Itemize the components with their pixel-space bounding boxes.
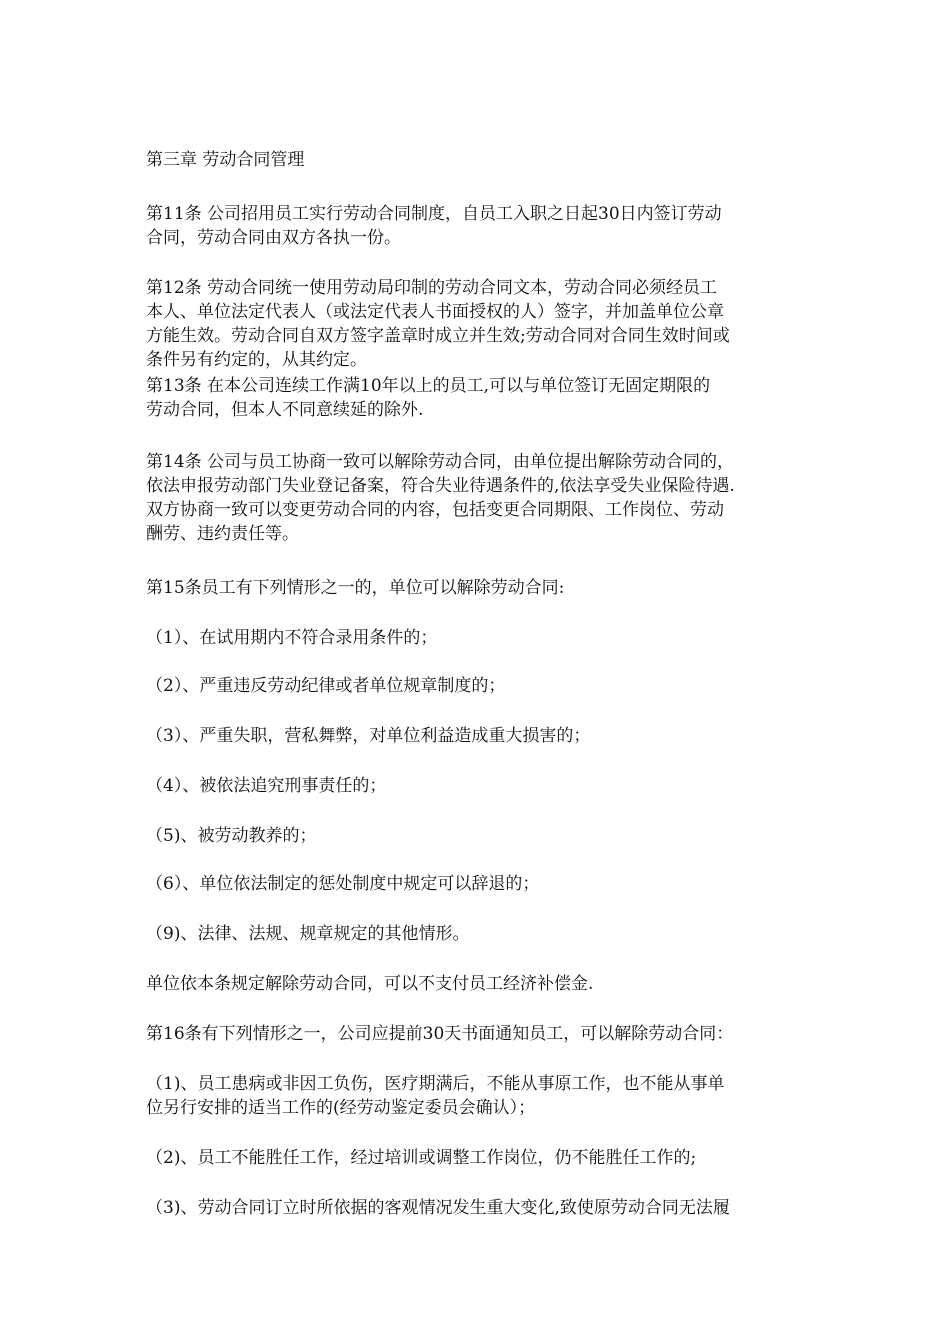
article-15-item: （2）、严重违反劳动纪律或者单位规章制度的； xyxy=(146,676,506,696)
article-15-item: （1）、在试用期内不符合录用条件的； xyxy=(146,628,438,648)
article-15-item: （9)、法律、法规、规章规定的其他情形。 xyxy=(146,924,470,944)
article-14-line-2: 依法申报劳动部门失业登记备案，符合失业待遇条件的,依法享受失业保险待遇. xyxy=(146,476,735,496)
article-11-line-1: 第11条 公司招用员工实行劳动合同制度，自员工入职之日起30日内签订劳动 xyxy=(146,204,722,224)
article-12-line-2: 本人、单位法定代表人（或法定代表人书面授权的人）签字，并加盖单位公章 xyxy=(146,302,724,322)
article-14-line-3: 双方协商一致可以变更劳动合同的内容，包括变更合同期限、工作岗位、劳动 xyxy=(146,500,724,520)
article-14-line-4: 酬劳、违约责任等。 xyxy=(146,524,299,544)
article-15-item: （5)、被劳动教养的； xyxy=(146,826,317,846)
article-15-item: （6）、单位依法制定的惩处制度中规定可以辞退的； xyxy=(146,874,540,894)
article-15-item: （3）、严重失职，营私舞弊，对单位利益造成重大损害的； xyxy=(146,726,591,746)
article-12-line-4: 条件另有约定的，从其约定。 xyxy=(146,350,367,370)
article-15-note: 单位依本条规定解除劳动合同，可以不支付员工经济补偿金. xyxy=(146,974,594,994)
article-16-item-1-line-2: 位另行安排的适当工作的(经劳动鉴定委员会确认）； xyxy=(146,1098,536,1118)
article-16-item-1-line-1: （1)、员工患病或非因工负伤，医疗期满后，不能从事原工作，也不能从事单 xyxy=(146,1074,725,1094)
article-15-intro: 第15条员工有下列情形之一的，单位可以解除劳动合同: xyxy=(146,578,565,598)
chapter-title: 第三章 劳动合同管理 xyxy=(146,150,305,170)
article-12-line-1: 第12条 劳动合同统一使用劳动局印制的劳动合同文本，劳动合同必须经员工 xyxy=(146,278,718,298)
article-11-line-2: 合同，劳动合同由双方各执一份。 xyxy=(146,228,401,248)
article-16-item-2: （2)、员工不能胜任工作，经过培训或调整工作岗位，仍不能胜任工作的; xyxy=(146,1148,697,1168)
article-12-line-3: 方能生效。劳动合同自双方签字盖章时成立并生效;劳动合同对合同生效时间或 xyxy=(146,326,730,346)
article-16-intro: 第16条有下列情形之一，公司应提前30天书面通知员工，可以解除劳动合同： xyxy=(146,1024,734,1044)
article-13-line-1: 第13条 在本公司连续工作满10年以上的员工,可以与单位签订无固定期限的 xyxy=(146,376,711,396)
article-16-item-3: （3)、劳动合同订立时所依据的客观情况发生重大变化,致使原劳动合同无法履 xyxy=(146,1198,730,1218)
article-13-line-2: 劳动合同，但本人不同意续延的除外. xyxy=(146,400,424,420)
article-14-line-1: 第14条 公司与员工协商一致可以解除劳动合同，由单位提出解除劳动合同的， xyxy=(146,452,735,472)
article-15-item: （4）、被依法追究刑事责任的； xyxy=(146,776,387,796)
